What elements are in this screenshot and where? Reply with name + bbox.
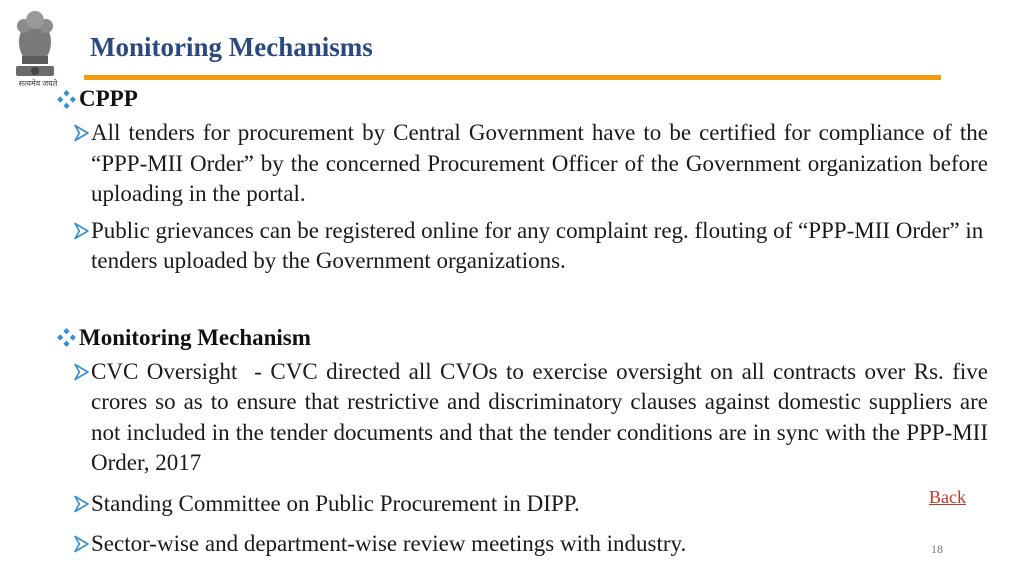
list-item <box>56 118 988 210</box>
list-item-text: Sector-wise and department-wise review meetings with industry. <box>91 531 687 556</box>
arrow-bullet-icon <box>74 535 89 553</box>
section-heading-text: Monitoring Mechanism <box>79 324 311 350</box>
emblem-caption: सत्यमेव जयते <box>18 79 58 88</box>
section-heading-cppp <box>56 86 988 112</box>
title-underline <box>84 75 941 80</box>
slide-title: Monitoring Mechanisms <box>90 32 373 62</box>
slide-content <box>56 86 994 560</box>
arrow-bullet-icon <box>74 222 89 240</box>
list-item <box>56 357 994 479</box>
diamond-bullet-icon <box>56 89 77 110</box>
arrow-bullet-icon <box>74 363 89 381</box>
list-item-text: Public grievances can be registered online for any complaint reg. flouting of “PPP-MII Order” in tenders uploaded by the Government organizations. <box>91 217 984 273</box>
diamond-bullet-icon <box>56 327 77 348</box>
list-item <box>56 489 988 520</box>
back-link[interactable]: Back <box>929 487 966 507</box>
list-item-text: Standing Committee on Public Procurement in DIPP. <box>91 490 580 516</box>
arrow-bullet-icon <box>74 124 89 142</box>
list-item-text: All tenders for procurement by Central Government have to be certified for compliance of the “PPP-MII Order” by the concerned Procurement Officer of the Government organization before uploading in the portal. <box>91 120 988 206</box>
national-emblem-icon <box>8 4 62 88</box>
section-heading-monitoring <box>56 325 988 351</box>
list-item <box>56 529 988 560</box>
arrow-bullet-icon <box>74 495 89 513</box>
list-item <box>56 216 988 277</box>
section-heading-text: CPPP <box>79 86 138 111</box>
list-item-text: CVC Oversight - CVC directed all CVOs to exercise oversight on all contracts over Rs. five crores so as to ensure that restrictive and discriminatory clauses against domestic suppliers are not included in the tender documents and that the tender conditions are in sync with the PPP-MII Order, 2017 <box>91 358 994 475</box>
page-number: 18 <box>931 542 943 556</box>
